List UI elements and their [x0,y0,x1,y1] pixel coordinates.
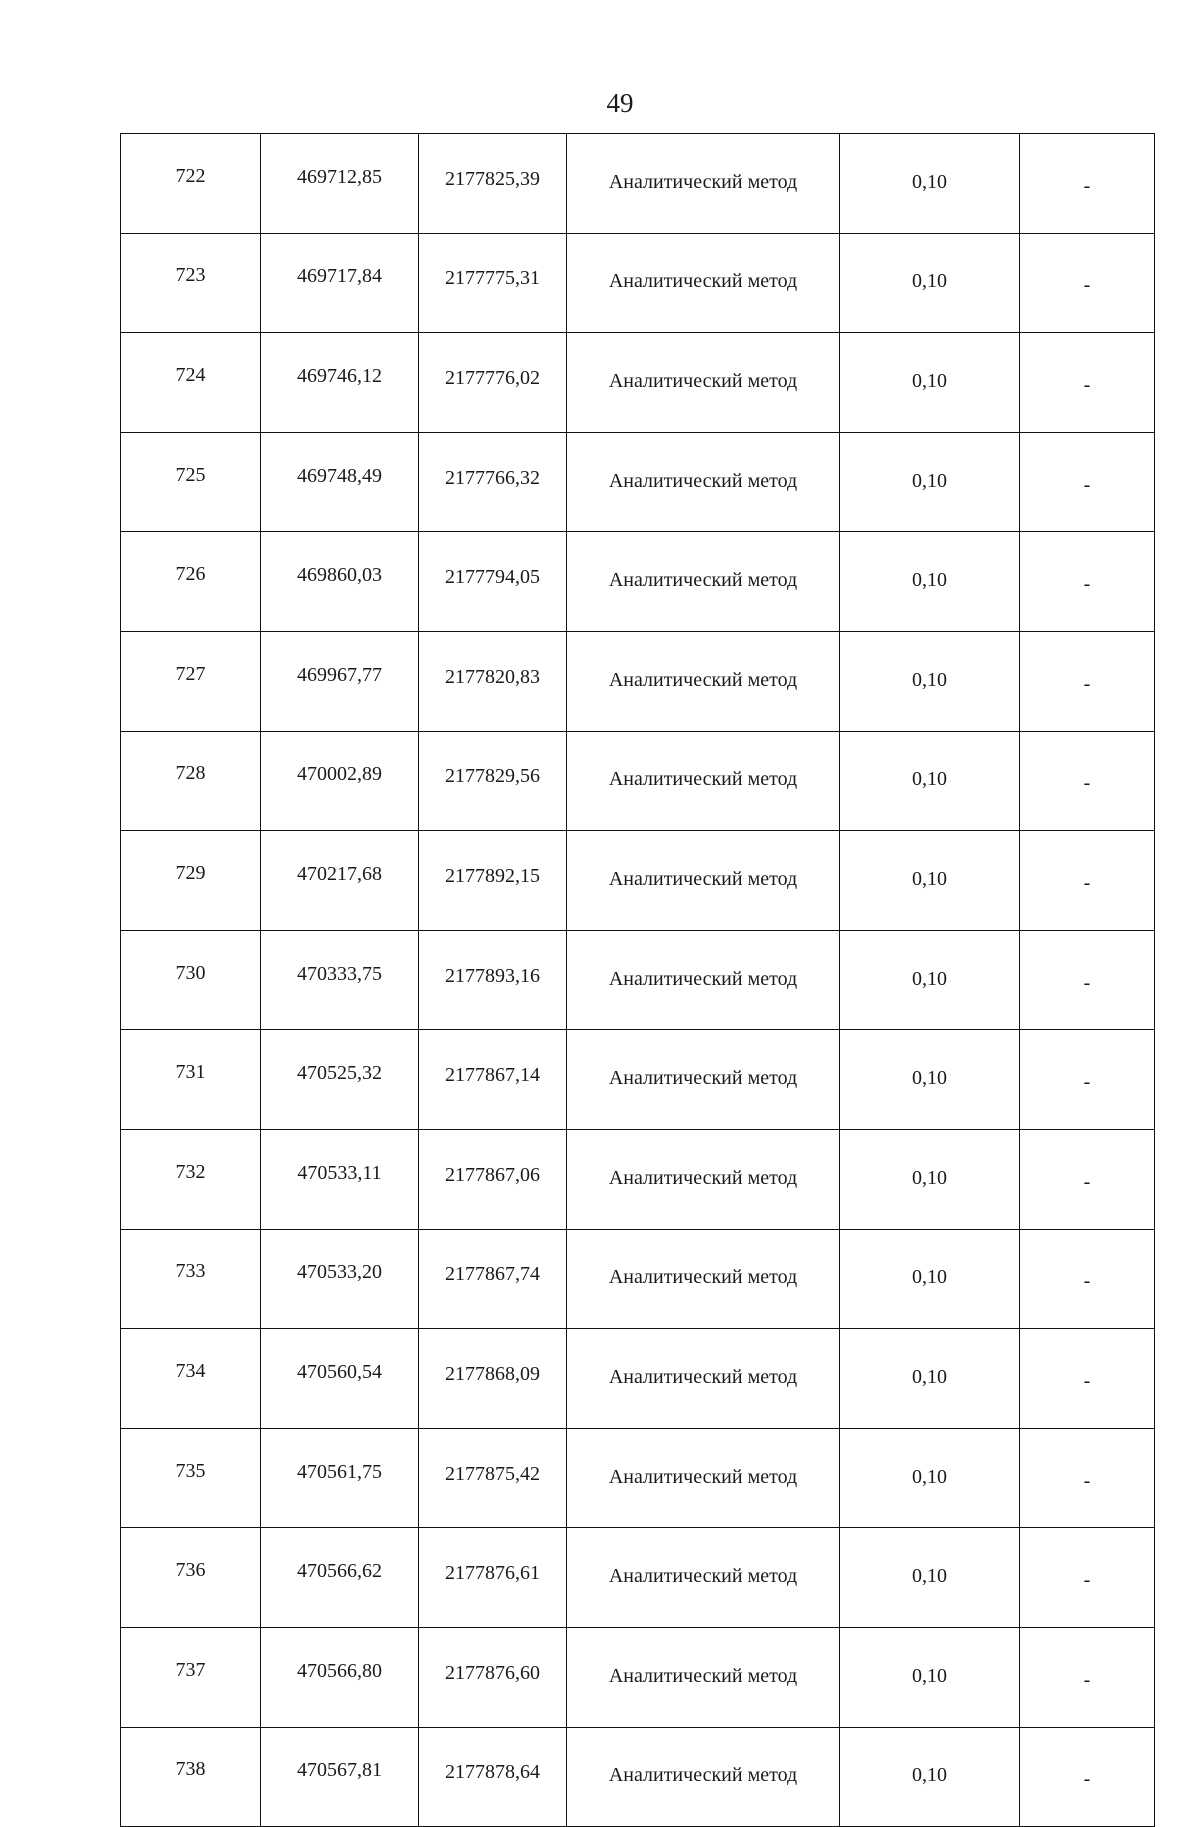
coordinate-x-cell: 469717,84 [261,233,419,333]
point-number-cell: 736 [121,1528,261,1628]
note-cell: - [1020,1528,1155,1628]
accuracy-cell: 0,10 [840,1229,1020,1329]
note-cell: - [1020,432,1155,532]
coordinate-x-cell: 469967,77 [261,631,419,731]
point-number-cell: 723 [121,233,261,333]
coordinate-x-cell: 469712,85 [261,134,419,234]
accuracy-cell: 0,10 [840,1030,1020,1130]
method-cell: Аналитический метод [567,930,840,1030]
table-row [121,1129,1155,1229]
table-row [121,1528,1155,1628]
accuracy-cell: 0,10 [840,134,1020,234]
accuracy-cell: 0,10 [840,1528,1020,1628]
note-cell: - [1020,1428,1155,1528]
accuracy-cell: 0,10 [840,1129,1020,1229]
table-row [121,233,1155,333]
table-row [121,1727,1155,1827]
point-number-cell: 733 [121,1229,261,1329]
table-row [121,1627,1155,1727]
note-cell: - [1020,930,1155,1030]
table-row [121,831,1155,931]
table-row [121,532,1155,632]
table-row [121,1229,1155,1329]
coordinate-x-cell: 470560,54 [261,1329,419,1429]
coordinate-y-cell: 2177825,39 [419,134,567,234]
note-cell: - [1020,831,1155,931]
point-number-cell: 728 [121,731,261,831]
method-cell: Аналитический метод [567,1627,840,1727]
table-body [121,134,1155,1827]
table-row [121,930,1155,1030]
accuracy-cell: 0,10 [840,1627,1020,1727]
method-cell: Аналитический метод [567,1229,840,1329]
point-number-cell: 726 [121,532,261,632]
coordinate-y-cell: 2177867,14 [419,1030,567,1130]
coordinate-x-cell: 470002,89 [261,731,419,831]
coordinate-y-cell: 2177867,74 [419,1229,567,1329]
accuracy-cell: 0,10 [840,532,1020,632]
coordinate-x-cell: 470567,81 [261,1727,419,1827]
note-cell: - [1020,1229,1155,1329]
note-cell: - [1020,731,1155,831]
page-number: 49 [606,88,634,118]
note-cell: - [1020,1129,1155,1229]
method-cell: Аналитический метод [567,831,840,931]
accuracy-cell: 0,10 [840,831,1020,931]
note-cell: - [1020,1329,1155,1429]
note-cell: - [1020,532,1155,632]
coordinate-x-cell: 470561,75 [261,1428,419,1528]
note-cell: - [1020,134,1155,234]
coordinate-x-cell: 470533,11 [261,1129,419,1229]
point-number-cell: 732 [121,1129,261,1229]
accuracy-cell: 0,10 [840,333,1020,433]
coordinate-y-cell: 2177876,61 [419,1528,567,1628]
coordinate-y-cell: 2177829,56 [419,731,567,831]
table-row [121,731,1155,831]
accuracy-cell: 0,10 [840,1428,1020,1528]
method-cell: Аналитический метод [567,1528,840,1628]
method-cell: Аналитический метод [567,233,840,333]
coordinate-y-cell: 2177878,64 [419,1727,567,1827]
point-number-cell: 731 [121,1030,261,1130]
accuracy-cell: 0,10 [840,1329,1020,1429]
note-cell: - [1020,631,1155,731]
coordinate-y-cell: 2177867,06 [419,1129,567,1229]
point-number-cell: 722 [121,134,261,234]
coordinate-x-cell: 470533,20 [261,1229,419,1329]
point-number-cell: 724 [121,333,261,433]
table-row [121,631,1155,731]
point-number-cell: 729 [121,831,261,931]
accuracy-cell: 0,10 [840,1727,1020,1827]
table-row [121,134,1155,234]
method-cell: Аналитический метод [567,1428,840,1528]
point-number-cell: 735 [121,1428,261,1528]
point-number-cell: 737 [121,1627,261,1727]
coordinate-y-cell: 2177875,42 [419,1428,567,1528]
method-cell: Аналитический метод [567,1329,840,1429]
coordinate-y-cell: 2177776,02 [419,333,567,433]
coordinate-x-cell: 470525,32 [261,1030,419,1130]
coordinate-y-cell: 2177868,09 [419,1329,567,1429]
table-row [121,1428,1155,1528]
method-cell: Аналитический метод [567,631,840,731]
coordinate-y-cell: 2177892,15 [419,831,567,931]
point-number-cell: 730 [121,930,261,1030]
point-number-cell: 738 [121,1727,261,1827]
coordinate-y-cell: 2177820,83 [419,631,567,731]
coordinate-y-cell: 2177876,60 [419,1627,567,1727]
table-row [121,333,1155,433]
note-cell: - [1020,333,1155,433]
point-number-cell: 725 [121,432,261,532]
accuracy-cell: 0,10 [840,432,1020,532]
method-cell: Аналитический метод [567,1727,840,1827]
note-cell: - [1020,1627,1155,1727]
note-cell: - [1020,1727,1155,1827]
coordinate-x-cell: 470333,75 [261,930,419,1030]
accuracy-cell: 0,10 [840,731,1020,831]
method-cell: Аналитический метод [567,1030,840,1130]
accuracy-cell: 0,10 [840,631,1020,731]
coordinate-y-cell: 2177893,16 [419,930,567,1030]
coordinate-x-cell: 470217,68 [261,831,419,931]
coordinate-x-cell: 469748,49 [261,432,419,532]
coordinate-x-cell: 470566,62 [261,1528,419,1628]
method-cell: Аналитический метод [567,134,840,234]
accuracy-cell: 0,10 [840,233,1020,333]
coordinate-y-cell: 2177794,05 [419,532,567,632]
method-cell: Аналитический метод [567,432,840,532]
method-cell: Аналитический метод [567,1129,840,1229]
coordinate-x-cell: 469860,03 [261,532,419,632]
note-cell: - [1020,233,1155,333]
table-row [121,1329,1155,1429]
accuracy-cell: 0,10 [840,930,1020,1030]
method-cell: Аналитический метод [567,333,840,433]
coordinate-y-cell: 2177766,32 [419,432,567,532]
method-cell: Аналитический метод [567,532,840,632]
coordinate-y-cell: 2177775,31 [419,233,567,333]
table-row [121,432,1155,532]
coordinate-x-cell: 469746,12 [261,333,419,433]
point-number-cell: 727 [121,631,261,731]
point-number-cell: 734 [121,1329,261,1429]
table-row [121,1030,1155,1130]
coordinates-table [120,133,1155,1827]
coordinate-x-cell: 470566,80 [261,1627,419,1727]
note-cell: - [1020,1030,1155,1130]
method-cell: Аналитический метод [567,731,840,831]
